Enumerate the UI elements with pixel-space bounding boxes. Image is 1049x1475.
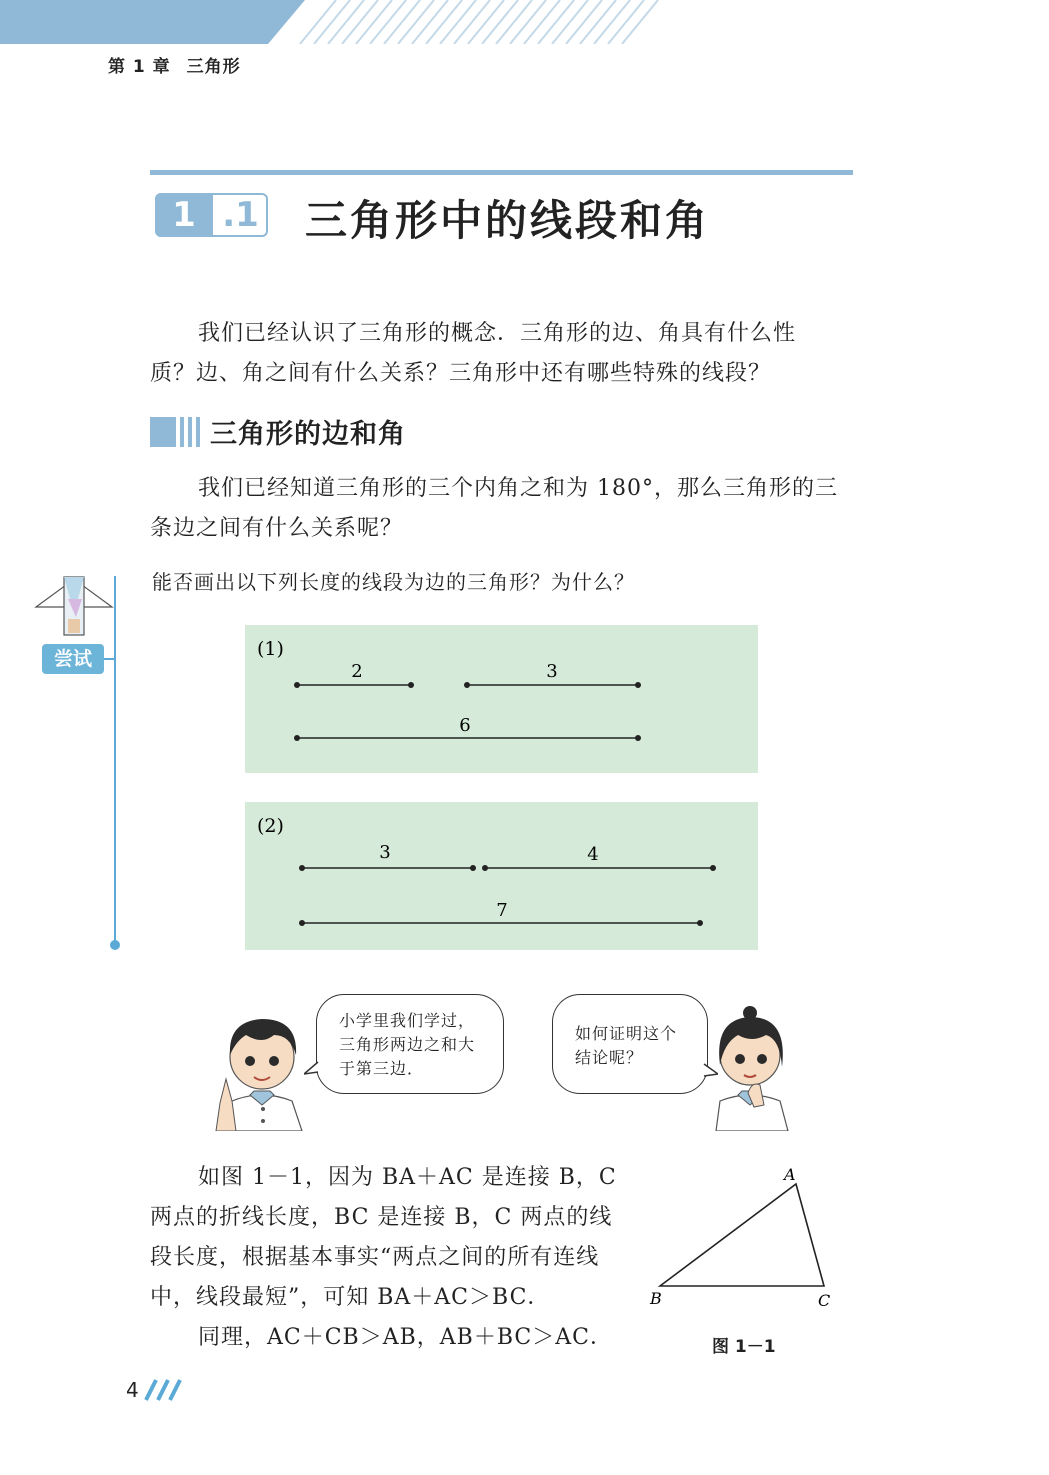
- segment-set-1-figure: [245, 625, 758, 773]
- proof-paragraph: [150, 1158, 640, 1358]
- segment-set-2: [245, 802, 758, 950]
- segment-label-6: 6: [459, 715, 471, 736]
- set-2-label: (2): [257, 815, 284, 837]
- chapter-title: 三角形: [186, 57, 241, 77]
- segment-set-1: [245, 625, 758, 773]
- proof-line-4: 中，线段最短”，可知 BA＋AC＞BC．: [150, 1285, 551, 1310]
- girl-line-2: 结论呢？: [575, 1048, 644, 1067]
- boy-line-1: 小学里我们学过，: [339, 1011, 476, 1030]
- girl-line-1: 如何证明这个: [575, 1024, 678, 1043]
- proof-line-5: 同理，AC＋CB＞AB，AB＋BC＞AC．: [198, 1325, 613, 1350]
- intro-line-1: 我们已经认识了三角形的概念．三角形的边、角具有什么性: [198, 321, 797, 346]
- intro-line-2: 质？边、角之间有什么关系？三角形中还有哪些特殊的线段？: [150, 361, 772, 386]
- try-it-badge: 尝试: [42, 644, 104, 674]
- subheading-bars-icon: [150, 417, 202, 447]
- section-number-sub: .1: [222, 195, 259, 235]
- kite-icon: [32, 575, 116, 641]
- boy-speech-bubble: [316, 994, 504, 1094]
- para2-line-1: 我们已经知道三角形的三个内角之和为 180°，那么三角形的三: [198, 476, 838, 501]
- segment-label-7: 7: [496, 900, 508, 921]
- chapter-label: [108, 52, 257, 77]
- subheading: 三角形的边和角: [210, 419, 406, 450]
- page-number: 4: [126, 1378, 139, 1402]
- page-slash-decoration: [144, 1378, 184, 1402]
- section-number-badge: [155, 193, 268, 237]
- segment-label-4: 4: [587, 844, 599, 865]
- boy-line-2: 三角形两边之和大: [339, 1035, 476, 1054]
- section-number-main: 1: [172, 195, 196, 235]
- vertex-b-label: B: [650, 1289, 662, 1308]
- boy-line-3: 于第三边．: [339, 1059, 425, 1078]
- girl-speech-bubble: [552, 994, 708, 1094]
- boy-avatar: [210, 1005, 314, 1131]
- try-it-sidebar-line: [114, 576, 116, 944]
- girl-avatar: [708, 1005, 794, 1131]
- chapter-number: 第 1 章: [108, 57, 171, 77]
- segment-label-3b: 3: [379, 842, 391, 863]
- vertex-c-label: C: [818, 1291, 831, 1310]
- para2-line-2: 条边之间有什么关系呢？: [150, 516, 404, 541]
- triangle-sides-paragraph: [150, 469, 855, 549]
- set-1-label: (1): [257, 638, 284, 660]
- proof-line-1: 如图 1－1，因为 BA＋AC 是连接 B，C: [198, 1165, 617, 1190]
- segment-set-2-figure: [245, 802, 758, 950]
- header-band: [0, 0, 1049, 44]
- intro-paragraph: [150, 314, 855, 394]
- proof-line-3: 段长度，根据基本事实“两点之间的所有连线: [150, 1245, 600, 1270]
- section-title: 三角形中的线段和角: [305, 196, 711, 245]
- boy-bubble-tail: [304, 1060, 320, 1076]
- triangle-figure: [640, 1162, 840, 1312]
- try-it-question: 能否画出以下列长度的线段为边的三角形？为什么？: [152, 570, 635, 594]
- figure-caption: 图 1－1: [712, 1337, 776, 1357]
- vertex-a-label: A: [784, 1165, 796, 1184]
- title-rule: [150, 170, 853, 175]
- segment-label-3: 3: [546, 661, 558, 682]
- try-it-connector: [104, 658, 116, 660]
- try-it-sidebar-dot: [110, 940, 120, 950]
- triangle-abc: [660, 1184, 824, 1286]
- proof-line-2: 两点的折线长度，BC 是连接 B，C 两点的线: [150, 1205, 613, 1230]
- segment-label-2: 2: [351, 661, 363, 682]
